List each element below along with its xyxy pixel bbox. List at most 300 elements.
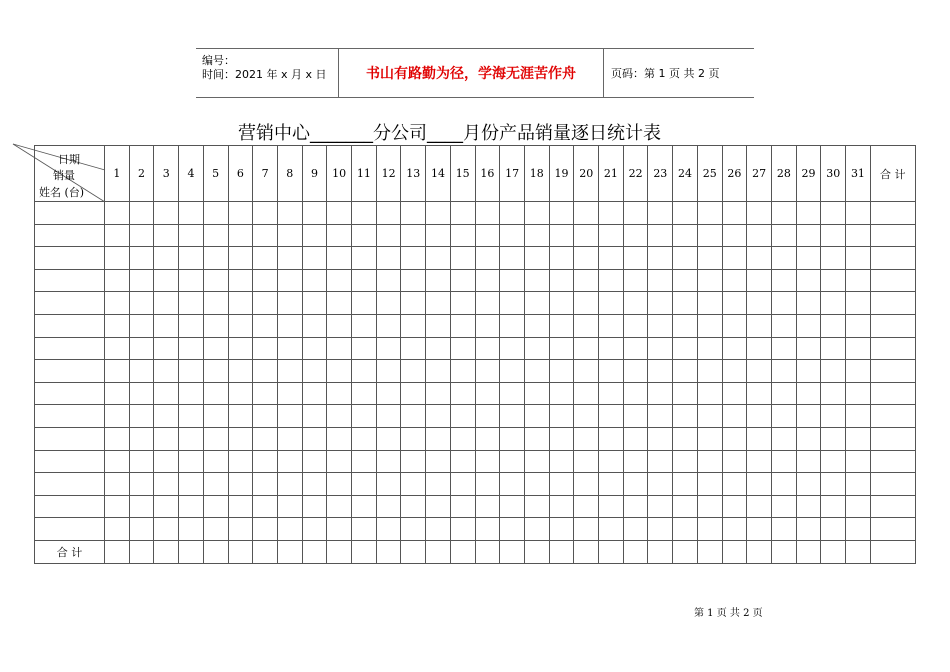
sales-table	[34, 145, 916, 564]
entry-cell	[228, 473, 253, 496]
corner-cell	[35, 146, 105, 202]
entry-cell	[327, 269, 352, 292]
entry-cell	[697, 337, 722, 360]
entry-cell	[179, 314, 204, 337]
entry-cell	[302, 382, 327, 405]
entry-cell	[401, 247, 426, 270]
entry-cell	[253, 495, 278, 518]
entry-cell	[179, 427, 204, 450]
entry-cell	[846, 292, 871, 315]
entry-cell	[747, 314, 772, 337]
entry-cell	[376, 427, 401, 450]
entry-cell	[450, 269, 475, 292]
entry-cell	[277, 337, 302, 360]
entry-cell	[574, 314, 599, 337]
entry-cell	[253, 518, 278, 541]
name-cell	[35, 518, 105, 541]
entry-cell	[697, 540, 722, 563]
entry-cell	[401, 314, 426, 337]
entry-cell	[549, 224, 574, 247]
day-header: 30	[821, 146, 846, 202]
entry-cell	[796, 473, 821, 496]
table-row	[35, 405, 916, 428]
entry-cell	[179, 292, 204, 315]
entry-cell	[302, 360, 327, 383]
entry-cell	[524, 382, 549, 405]
entry-cell	[253, 473, 278, 496]
entry-cell	[722, 540, 747, 563]
entry-cell	[599, 337, 624, 360]
entry-cell	[722, 360, 747, 383]
entry-cell	[105, 314, 130, 337]
entry-cell	[253, 450, 278, 473]
entry-cell	[697, 473, 722, 496]
entry-cell	[747, 405, 772, 428]
entry-cell	[302, 518, 327, 541]
name-cell	[35, 202, 105, 225]
entry-cell	[129, 450, 154, 473]
entry-cell	[796, 314, 821, 337]
entry-cell	[722, 202, 747, 225]
day-header: 9	[302, 146, 327, 202]
entry-cell	[574, 382, 599, 405]
table-row	[35, 202, 916, 225]
entry-cell	[673, 360, 698, 383]
entry-cell	[796, 247, 821, 270]
entry-cell	[697, 247, 722, 270]
entry-cell	[821, 202, 846, 225]
entry-cell	[524, 473, 549, 496]
entry-cell	[277, 382, 302, 405]
entry-cell	[203, 495, 228, 518]
entry-cell	[846, 540, 871, 563]
entry-cell	[376, 360, 401, 383]
entry-cell	[327, 382, 352, 405]
entry-cell	[673, 337, 698, 360]
entry-cell	[623, 405, 648, 428]
entry-cell	[352, 495, 377, 518]
entry-cell	[524, 450, 549, 473]
day-header: 22	[623, 146, 648, 202]
total-row-label: 合 计	[35, 540, 105, 563]
entry-cell	[796, 292, 821, 315]
entry-cell	[179, 247, 204, 270]
entry-cell	[549, 540, 574, 563]
entry-cell	[401, 427, 426, 450]
entry-cell	[870, 405, 915, 428]
entry-cell	[500, 518, 525, 541]
entry-cell	[376, 247, 401, 270]
entry-cell	[648, 292, 673, 315]
entry-cell	[426, 360, 451, 383]
entry-cell	[352, 473, 377, 496]
entry-cell	[352, 337, 377, 360]
entry-cell	[796, 405, 821, 428]
entry-cell	[129, 247, 154, 270]
entry-cell	[771, 405, 796, 428]
entry-cell	[697, 269, 722, 292]
entry-cell	[673, 405, 698, 428]
entry-cell	[524, 518, 549, 541]
entry-cell	[450, 405, 475, 428]
entry-cell	[846, 314, 871, 337]
entry-cell	[821, 269, 846, 292]
entry-cell	[821, 224, 846, 247]
table-row	[35, 269, 916, 292]
entry-cell	[821, 292, 846, 315]
entry-cell	[870, 382, 915, 405]
entry-cell	[648, 360, 673, 383]
entry-cell	[846, 450, 871, 473]
entry-cell	[524, 224, 549, 247]
entry-cell	[870, 337, 915, 360]
table-row	[35, 292, 916, 315]
entry-cell	[277, 473, 302, 496]
entry-cell	[475, 314, 500, 337]
entry-cell	[450, 540, 475, 563]
entry-cell	[105, 224, 130, 247]
table-row	[35, 450, 916, 473]
entry-cell	[203, 337, 228, 360]
entry-cell	[599, 314, 624, 337]
entry-cell	[500, 540, 525, 563]
entry-cell	[352, 518, 377, 541]
entry-cell	[549, 382, 574, 405]
entry-cell	[475, 292, 500, 315]
day-header: 3	[154, 146, 179, 202]
entry-cell	[771, 495, 796, 518]
entry-cell	[203, 360, 228, 383]
entry-cell	[821, 247, 846, 270]
entry-cell	[648, 405, 673, 428]
entry-cell	[821, 360, 846, 383]
entry-cell	[475, 360, 500, 383]
entry-cell	[747, 224, 772, 247]
entry-cell	[846, 427, 871, 450]
day-header: 31	[846, 146, 871, 202]
entry-cell	[821, 405, 846, 428]
entry-cell	[475, 269, 500, 292]
entry-cell	[154, 292, 179, 315]
entry-cell	[648, 540, 673, 563]
header-meta-cell	[196, 49, 338, 97]
entry-cell	[796, 495, 821, 518]
entry-cell	[747, 495, 772, 518]
table-row	[35, 427, 916, 450]
entry-cell	[747, 382, 772, 405]
entry-cell	[623, 518, 648, 541]
entry-cell	[401, 450, 426, 473]
header-page-cell	[603, 49, 754, 97]
entry-cell	[697, 314, 722, 337]
entry-cell	[796, 450, 821, 473]
corner-date-label: 日期	[58, 153, 80, 166]
entry-cell	[771, 382, 796, 405]
day-header: 18	[524, 146, 549, 202]
day-header: 14	[426, 146, 451, 202]
day-header: 21	[599, 146, 624, 202]
day-header: 16	[475, 146, 500, 202]
entry-cell	[821, 382, 846, 405]
entry-cell	[352, 540, 377, 563]
entry-cell	[302, 427, 327, 450]
entry-cell	[401, 224, 426, 247]
page-footer: 第 1 页 共 2 页	[694, 608, 763, 619]
entry-cell	[648, 247, 673, 270]
entry-cell	[426, 518, 451, 541]
header-motto-cell	[338, 49, 604, 97]
entry-cell	[203, 382, 228, 405]
entry-cell	[549, 314, 574, 337]
entry-cell	[475, 224, 500, 247]
name-cell	[35, 314, 105, 337]
entry-cell	[747, 247, 772, 270]
entry-cell	[771, 292, 796, 315]
entry-cell	[722, 337, 747, 360]
entry-cell	[599, 427, 624, 450]
entry-cell	[154, 382, 179, 405]
entry-cell	[450, 382, 475, 405]
entry-cell	[500, 247, 525, 270]
entry-cell	[154, 540, 179, 563]
entry-cell	[574, 405, 599, 428]
entry-cell	[426, 202, 451, 225]
name-cell	[35, 382, 105, 405]
entry-cell	[524, 247, 549, 270]
entry-cell	[253, 382, 278, 405]
entry-cell	[524, 202, 549, 225]
entry-cell	[105, 495, 130, 518]
entry-cell	[623, 540, 648, 563]
entry-cell	[105, 518, 130, 541]
entry-cell	[697, 224, 722, 247]
entry-cell	[574, 427, 599, 450]
entry-cell	[722, 495, 747, 518]
entry-cell	[673, 314, 698, 337]
entry-cell	[796, 337, 821, 360]
entry-cell	[475, 495, 500, 518]
name-cell	[35, 495, 105, 518]
entry-cell	[179, 450, 204, 473]
entry-cell	[722, 405, 747, 428]
name-cell	[35, 427, 105, 450]
entry-cell	[376, 202, 401, 225]
entry-cell	[747, 292, 772, 315]
entry-cell	[450, 202, 475, 225]
entry-cell	[179, 360, 204, 383]
document-header	[196, 48, 754, 98]
entry-cell	[623, 427, 648, 450]
entry-cell	[821, 540, 846, 563]
entry-cell	[574, 450, 599, 473]
entry-cell	[253, 427, 278, 450]
entry-cell	[450, 450, 475, 473]
corner-name-label: 姓名 (台)	[39, 186, 85, 199]
table-title: 营销中心_______分公司____月份产品销量逐日统计表	[238, 123, 661, 144]
entry-cell	[475, 202, 500, 225]
entry-cell	[747, 518, 772, 541]
day-header: 26	[722, 146, 747, 202]
name-cell	[35, 450, 105, 473]
entry-cell	[623, 292, 648, 315]
entry-cell	[475, 518, 500, 541]
entry-cell	[203, 292, 228, 315]
entry-cell	[771, 540, 796, 563]
entry-cell	[426, 247, 451, 270]
entry-cell	[574, 269, 599, 292]
entry-cell	[870, 202, 915, 225]
entry-cell	[697, 202, 722, 225]
entry-cell	[129, 269, 154, 292]
entry-cell	[129, 202, 154, 225]
entry-cell	[203, 202, 228, 225]
entry-cell	[253, 540, 278, 563]
entry-cell	[376, 292, 401, 315]
entry-cell	[673, 224, 698, 247]
entry-cell	[771, 224, 796, 247]
entry-cell	[500, 382, 525, 405]
entry-cell	[302, 495, 327, 518]
name-cell	[35, 405, 105, 428]
entry-cell	[623, 202, 648, 225]
entry-cell	[574, 224, 599, 247]
total-row	[35, 540, 916, 563]
day-header: 19	[549, 146, 574, 202]
entry-cell	[327, 360, 352, 383]
entry-cell	[697, 382, 722, 405]
entry-cell	[105, 269, 130, 292]
entry-cell	[105, 360, 130, 383]
entry-cell	[154, 450, 179, 473]
entry-cell	[747, 427, 772, 450]
entry-cell	[277, 269, 302, 292]
entry-cell	[228, 405, 253, 428]
entry-cell	[228, 337, 253, 360]
entry-cell	[648, 427, 673, 450]
entry-cell	[129, 405, 154, 428]
entry-cell	[870, 247, 915, 270]
number-label: 编号：	[202, 54, 235, 67]
entry-cell	[623, 473, 648, 496]
entry-cell	[524, 540, 549, 563]
entry-cell	[722, 247, 747, 270]
entry-cell	[179, 337, 204, 360]
entry-cell	[327, 405, 352, 428]
entry-cell	[549, 495, 574, 518]
entry-cell	[747, 337, 772, 360]
entry-cell	[599, 540, 624, 563]
entry-cell	[327, 518, 352, 541]
entry-cell	[500, 473, 525, 496]
name-cell	[35, 292, 105, 315]
entry-cell	[401, 202, 426, 225]
entry-cell	[846, 247, 871, 270]
entry-cell	[697, 405, 722, 428]
entry-cell	[253, 247, 278, 270]
entry-cell	[179, 473, 204, 496]
entry-cell	[327, 337, 352, 360]
entry-cell	[747, 540, 772, 563]
entry-cell	[228, 247, 253, 270]
entry-cell	[203, 405, 228, 428]
entry-cell	[129, 382, 154, 405]
entry-cell	[376, 224, 401, 247]
entry-cell	[475, 427, 500, 450]
entry-cell	[426, 473, 451, 496]
entry-cell	[302, 337, 327, 360]
entry-cell	[648, 314, 673, 337]
day-header: 29	[796, 146, 821, 202]
entry-cell	[870, 495, 915, 518]
entry-cell	[253, 292, 278, 315]
entry-cell	[154, 360, 179, 383]
entry-cell	[697, 450, 722, 473]
entry-cell	[179, 518, 204, 541]
page-info: 页码：第 1 页 共 2 页	[611, 67, 720, 80]
entry-cell	[228, 450, 253, 473]
table-row	[35, 518, 916, 541]
entry-cell	[129, 518, 154, 541]
entry-cell	[599, 518, 624, 541]
entry-cell	[105, 405, 130, 428]
entry-cell	[722, 224, 747, 247]
entry-cell	[648, 337, 673, 360]
entry-cell	[401, 337, 426, 360]
entry-cell	[352, 224, 377, 247]
table-row	[35, 473, 916, 496]
entry-cell	[376, 518, 401, 541]
entry-cell	[203, 269, 228, 292]
day-header: 25	[697, 146, 722, 202]
entry-cell	[253, 337, 278, 360]
entry-cell	[401, 292, 426, 315]
entry-cell	[203, 314, 228, 337]
entry-cell	[524, 360, 549, 383]
entry-cell	[327, 450, 352, 473]
entry-cell	[549, 518, 574, 541]
entry-cell	[352, 360, 377, 383]
entry-cell	[253, 405, 278, 428]
entry-cell	[105, 427, 130, 450]
entry-cell	[574, 540, 599, 563]
table-row	[35, 224, 916, 247]
entry-cell	[796, 269, 821, 292]
entry-cell	[722, 427, 747, 450]
name-cell	[35, 269, 105, 292]
entry-cell	[352, 382, 377, 405]
entry-cell	[648, 224, 673, 247]
entry-cell	[302, 202, 327, 225]
entry-cell	[697, 292, 722, 315]
entry-cell	[401, 405, 426, 428]
entry-cell	[846, 269, 871, 292]
entry-cell	[821, 473, 846, 496]
entry-cell	[376, 540, 401, 563]
entry-cell	[673, 247, 698, 270]
entry-cell	[846, 518, 871, 541]
entry-cell	[722, 518, 747, 541]
entry-cell	[846, 360, 871, 383]
entry-cell	[648, 269, 673, 292]
entry-cell	[500, 202, 525, 225]
entry-cell	[450, 427, 475, 450]
day-header: 13	[401, 146, 426, 202]
entry-cell	[426, 427, 451, 450]
entry-cell	[821, 427, 846, 450]
entry-cell	[179, 224, 204, 247]
entry-cell	[253, 269, 278, 292]
entry-cell	[426, 382, 451, 405]
